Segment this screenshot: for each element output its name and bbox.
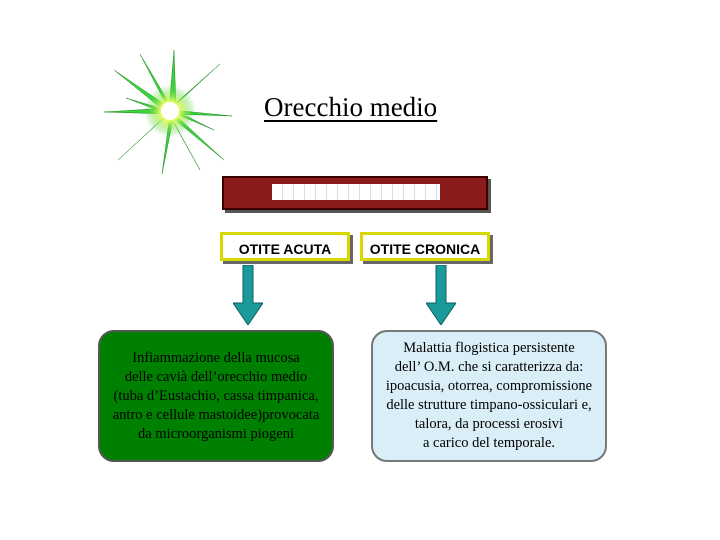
arrow-down-acute <box>233 265 263 325</box>
page-title: Orecchio medio <box>264 92 438 122</box>
label-acute-otitis: OTITE ACUTA <box>220 232 350 261</box>
acute-line: da microorganismi piogeni <box>138 425 294 442</box>
banner-stripe <box>272 184 440 200</box>
chronic-description-box <box>371 330 607 462</box>
arrow-down-chronic <box>426 265 456 325</box>
chronic-line: a carico del temporale. <box>422 435 556 451</box>
header-banner <box>222 176 488 210</box>
chronic-line: ipoacusia, otorrea, compromissione <box>385 378 593 394</box>
chronic-line: delle strutture timpano-ossiculari e, <box>386 397 592 413</box>
acute-line: Infiammazione della mucosa <box>132 349 300 366</box>
chronic-line: dell’ O.M. che si caratterizza da: <box>394 359 584 375</box>
acute-line: (tuba d’Eustachio, cassa timpanica, <box>113 387 319 404</box>
acute-line: delle cavià dell’orecchio medio <box>124 368 308 385</box>
acute-description-box <box>98 330 334 462</box>
chronic-line: talora, da processi erosivi <box>414 416 564 432</box>
acute-line: antro e cellule mastoidee)provocata <box>112 406 320 423</box>
label-chronic-otitis: OTITE CRONICA <box>360 232 490 261</box>
chronic-line: Malattia flogistica persistente <box>403 340 575 356</box>
starburst-icon <box>104 50 234 175</box>
